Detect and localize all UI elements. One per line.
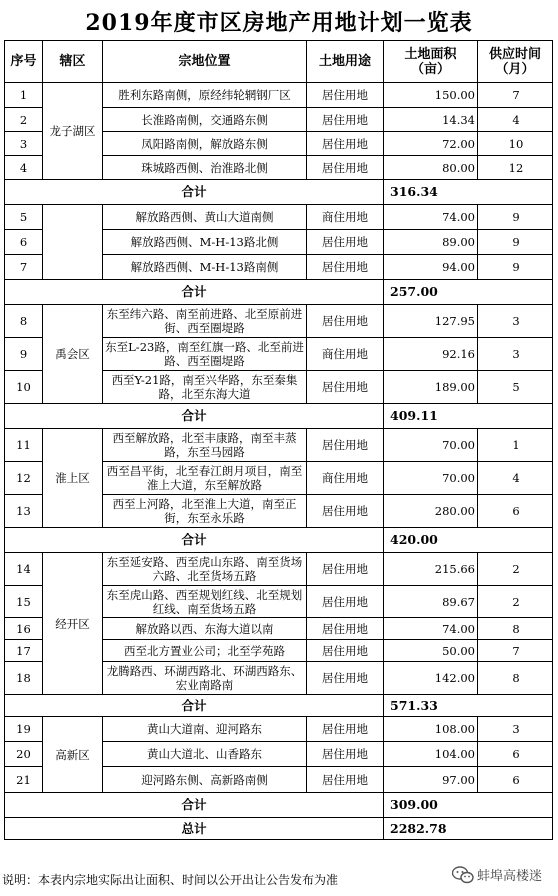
table-row	[5, 205, 553, 230]
cell-no: 10	[5, 371, 43, 404]
cell-area: 74.00	[384, 618, 478, 640]
cell-no: 15	[5, 586, 43, 618]
header-use: 土地用途	[307, 41, 384, 83]
cell-area: 89.00	[384, 230, 478, 255]
cell-use: 居住用地	[307, 717, 384, 742]
cell-location: 解放路以西、东海大道以南	[103, 618, 307, 640]
cell-month: 7	[478, 83, 553, 108]
cell-month: 6	[478, 495, 553, 528]
cell-district: 经开区	[43, 553, 103, 695]
cell-area: 108.00	[384, 717, 478, 742]
cell-use: 居住用地	[307, 156, 384, 180]
cell-no: 18	[5, 662, 43, 695]
subtotal-value: 571.33	[384, 695, 553, 717]
page-title: 2019年度市区房地产用地计划一览表	[85, 10, 473, 36]
cell-month: 3	[478, 305, 553, 338]
header-district: 辖区	[43, 41, 103, 83]
cell-no: 5	[5, 205, 43, 230]
cell-no: 4	[5, 156, 43, 180]
cell-district	[43, 205, 103, 280]
cell-use: 居住用地	[307, 553, 384, 586]
cell-use: 商住用地	[307, 205, 384, 230]
cell-area: 94.00	[384, 255, 478, 280]
cell-location: 解放路西侧、M-H-13路北侧	[103, 230, 307, 255]
subtotal-value: 309.00	[384, 793, 553, 818]
cell-use: 居住用地	[307, 662, 384, 695]
subtotal-row	[5, 793, 553, 818]
cell-location: 西至上河路，北至淮上大道，南至正街，东至永乐路	[103, 495, 307, 528]
subtotal-row	[5, 528, 553, 553]
cell-month: 6	[478, 742, 553, 767]
cell-use: 居住用地	[307, 618, 384, 640]
cell-area: 97.00	[384, 767, 478, 793]
cell-location: 解放路西侧、M-H-13路南侧	[103, 255, 307, 280]
total-label: 总计	[5, 818, 384, 840]
cell-month: 6	[478, 767, 553, 793]
cell-month: 7	[478, 640, 553, 662]
cell-month: 10	[478, 132, 553, 156]
cell-month: 2	[478, 586, 553, 618]
table-row	[5, 553, 553, 586]
cell-location: 凤阳路南侧，解放路东侧	[103, 132, 307, 156]
cell-area: 89.67	[384, 586, 478, 618]
cell-area: 80.00	[384, 156, 478, 180]
cell-no: 16	[5, 618, 43, 640]
cell-location: 长淮路南侧，交通路东侧	[103, 108, 307, 132]
cell-no: 19	[5, 717, 43, 742]
cell-month: 2	[478, 553, 553, 586]
total-value: 2282.78	[384, 818, 553, 840]
cell-use: 居住用地	[307, 108, 384, 132]
header-area: 土地面积 （亩）	[384, 41, 478, 83]
cell-location: 东至虎山路、西至规划红线、北至规划红线、南至货场五路	[103, 586, 307, 618]
cell-no: 14	[5, 553, 43, 586]
cell-location: 胜利东路南侧，原经纬轮辋钢厂区	[103, 83, 307, 108]
cell-no: 7	[5, 255, 43, 280]
cell-use: 居住用地	[307, 83, 384, 108]
subtotal-label: 合计	[5, 793, 384, 818]
cell-location: 龙腾路西、环湖西路北、环湖西路东、宏业南路南	[103, 662, 307, 695]
subtotal-row	[5, 695, 553, 717]
cell-area: 280.00	[384, 495, 478, 528]
cell-month: 4	[478, 462, 553, 495]
cell-month: 3	[478, 717, 553, 742]
cell-area: 72.00	[384, 132, 478, 156]
cell-month: 8	[478, 662, 553, 695]
cell-use: 商住用地	[307, 462, 384, 495]
cell-no: 20	[5, 742, 43, 767]
cell-use: 商住用地	[307, 338, 384, 371]
subtotal-value: 257.00	[384, 280, 553, 305]
cell-no: 3	[5, 132, 43, 156]
cell-location: 珠城路西侧、治淮路北侧	[103, 156, 307, 180]
cell-area: 70.00	[384, 429, 478, 462]
footnote: 说明：本表内宗地实际出让面积、时间以公开出让公告发布为准	[2, 873, 339, 887]
cell-location: 黄山大道北、山香路东	[103, 742, 307, 767]
subtotal-value: 409.11	[384, 404, 553, 429]
cell-no: 11	[5, 429, 43, 462]
cell-use: 居住用地	[307, 230, 384, 255]
cell-use: 居住用地	[307, 742, 384, 767]
cell-month: 9	[478, 205, 553, 230]
wechat-icon	[452, 866, 474, 884]
cell-area: 92.16	[384, 338, 478, 371]
cell-no: 6	[5, 230, 43, 255]
cell-use: 居住用地	[307, 255, 384, 280]
cell-location: 东至L-23路，南至红旗一路、北至前进路、西至圈堤路	[103, 338, 307, 371]
cell-month: 4	[478, 108, 553, 132]
table-header-row	[5, 41, 553, 83]
subtotal-label: 合计	[5, 528, 384, 553]
table-row	[5, 429, 553, 462]
cell-area: 189.00	[384, 371, 478, 404]
cell-no: 13	[5, 495, 43, 528]
subtotal-row	[5, 280, 553, 305]
cell-use: 居住用地	[307, 767, 384, 793]
cell-use: 居住用地	[307, 586, 384, 618]
header-month: 供应时间 （月）	[478, 41, 553, 83]
cell-location: 西至北方置业公司；北至学苑路	[103, 640, 307, 662]
cell-no: 2	[5, 108, 43, 132]
cell-location: 解放路西侧、黄山大道南侧	[103, 205, 307, 230]
cell-area: 127.95	[384, 305, 478, 338]
cell-month: 12	[478, 156, 553, 180]
cell-district: 淮上区	[43, 429, 103, 528]
cell-area: 70.00	[384, 462, 478, 495]
subtotal-value: 420.00	[384, 528, 553, 553]
cell-use: 居住用地	[307, 371, 384, 404]
cell-location: 迎河路东侧、高新路南侧	[103, 767, 307, 793]
cell-use: 居住用地	[307, 495, 384, 528]
cell-no: 17	[5, 640, 43, 662]
cell-location: 东至延安路、西至虎山东路、南至货场六路、北至货场五路	[103, 553, 307, 586]
cell-no: 1	[5, 83, 43, 108]
cell-no: 21	[5, 767, 43, 793]
cell-no: 9	[5, 338, 43, 371]
cell-use: 居住用地	[307, 429, 384, 462]
cell-location: 西至解放路，北至丰康路，南至丰蒸路，东至马园路	[103, 429, 307, 462]
cell-month: 3	[478, 338, 553, 371]
cell-month: 9	[478, 255, 553, 280]
watermark	[452, 865, 542, 884]
cell-area: 74.00	[384, 205, 478, 230]
subtotal-label: 合计	[5, 280, 384, 305]
header-no: 序号	[5, 41, 43, 83]
cell-no: 12	[5, 462, 43, 495]
cell-location: 西至Y-21路，南至兴华路，东至秦集路，北至东海大道	[103, 371, 307, 404]
cell-district: 高新区	[43, 717, 103, 793]
land-plan-table	[4, 40, 553, 840]
cell-area: 50.00	[384, 640, 478, 662]
subtotal-label: 合计	[5, 404, 384, 429]
subtotal-label: 合计	[5, 695, 384, 717]
watermark-text: 蚌埠高楼迷	[477, 869, 543, 884]
cell-area: 142.00	[384, 662, 478, 695]
cell-area: 150.00	[384, 83, 478, 108]
cell-use: 居住用地	[307, 305, 384, 338]
cell-month: 1	[478, 429, 553, 462]
subtotal-label: 合计	[5, 180, 384, 205]
subtotal-row	[5, 180, 553, 205]
header-location: 宗地位置	[103, 41, 307, 83]
cell-location: 东至纬六路、南至前进路、北至原前进街、西至圈堤路	[103, 305, 307, 338]
subtotal-row	[5, 404, 553, 429]
cell-no: 8	[5, 305, 43, 338]
cell-use: 居住用地	[307, 132, 384, 156]
cell-month: 9	[478, 230, 553, 255]
cell-area: 104.00	[384, 742, 478, 767]
cell-location: 黄山大道南、迎河路东	[103, 717, 307, 742]
cell-area: 215.66	[384, 553, 478, 586]
cell-month: 5	[478, 371, 553, 404]
total-row	[5, 818, 553, 840]
cell-area: 14.34	[384, 108, 478, 132]
cell-district: 禹会区	[43, 305, 103, 404]
table-row	[5, 305, 553, 338]
table-row	[5, 717, 553, 742]
subtotal-value: 316.34	[384, 180, 553, 205]
cell-use: 居住用地	[307, 640, 384, 662]
cell-district: 龙子湖区	[43, 83, 103, 180]
table-row	[5, 83, 553, 108]
cell-location: 西至昌平街，北至春江朗月项目，南至淮上大道，东至解放路	[103, 462, 307, 495]
cell-month: 8	[478, 618, 553, 640]
